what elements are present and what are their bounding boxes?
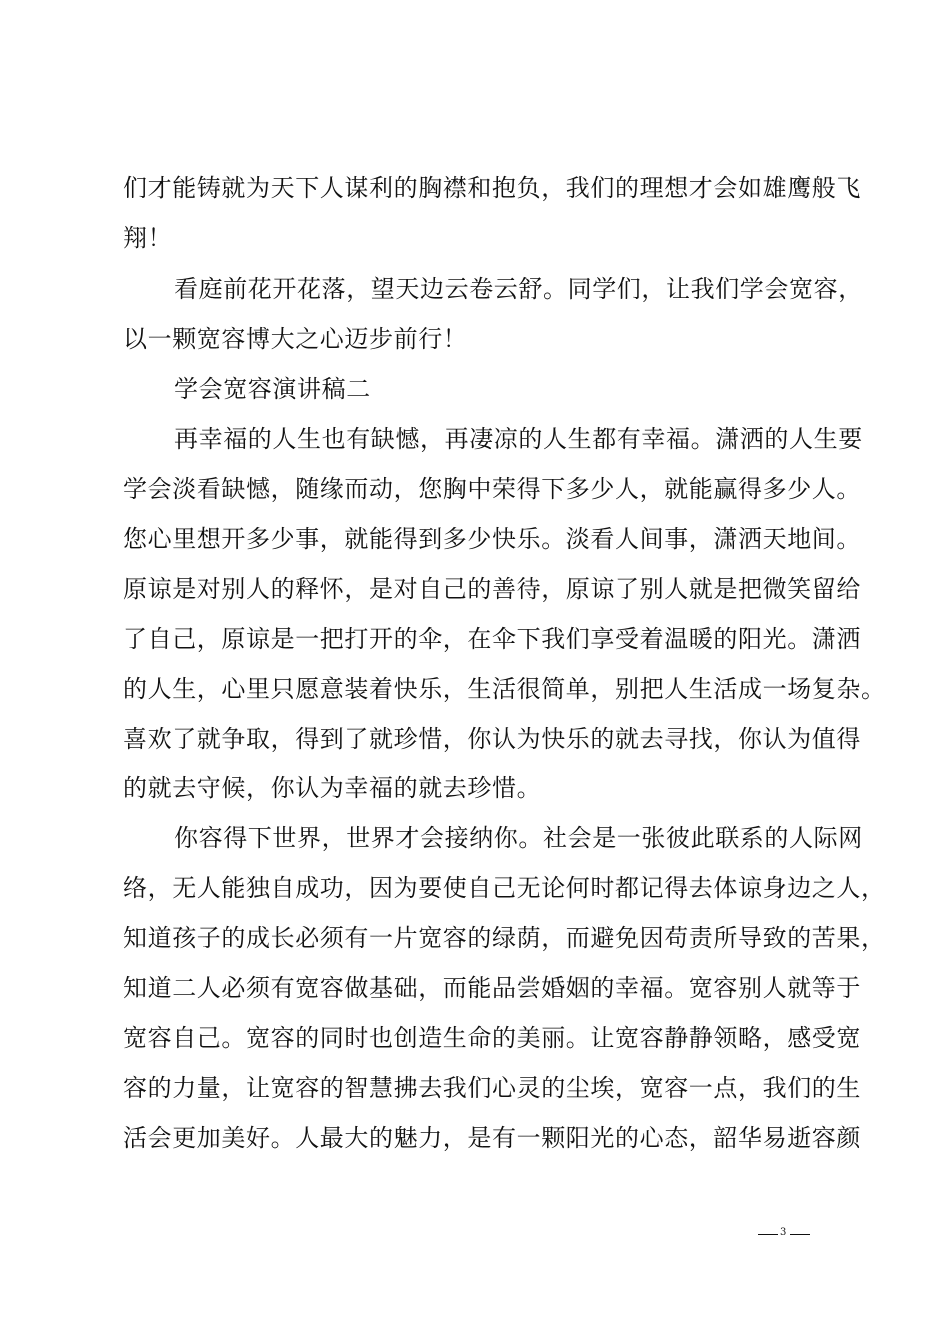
text-line: 活会更加美好。人最大的魅力，是有一颗阳光的心态，韶华易逝容颜	[123, 1124, 861, 1152]
paragraph-start-line: 看庭前花开花落，望天边云卷云舒。同学们，让我们学会宽容，	[174, 275, 863, 303]
text-line: 了自己，原谅是一把打开的伞，在伞下我们享受着温暖的阳光。潇洒	[123, 625, 861, 653]
text-line: 的人生，心里只愿意装着快乐，生活很简单，别把人生活成一场复杂。	[123, 675, 886, 703]
text-line: 您心里想开多少事，就能得到多少快乐。淡看人间事，潇洒天地间。	[123, 525, 861, 553]
text-line: 原谅是对别人的释怀，是对自己的善待，原谅了别人就是把微笑留给	[123, 575, 861, 603]
text-line: 以一颗宽容博大之心迈步前行！	[123, 325, 468, 353]
paragraph-start-line: 你容得下世界，世界才会接纳你。社会是一张彼此联系的人际网	[174, 824, 863, 852]
footer-dash-left	[758, 1234, 778, 1235]
text-line: 们才能铸就为天下人谋利的胸襟和抱负，我们的理想才会如雄鹰般飞	[123, 174, 861, 202]
text-line: 宽容自己。宽容的同时也创造生命的美丽。让宽容静静领略，感受宽	[123, 1024, 861, 1052]
page-footer	[758, 1224, 818, 1244]
text-line: 容的力量，让宽容的智慧拂去我们心灵的尘埃，宽容一点，我们的生	[123, 1074, 861, 1102]
text-line: 喜欢了就争取，得到了就珍惜，你认为快乐的就去寻找，你认为值得	[123, 725, 861, 753]
section-heading: 学会宽容演讲稿二	[174, 375, 371, 403]
text-line: 翔！	[123, 224, 173, 252]
text-line: 的就去守候，你认为幸福的就去珍惜。	[123, 774, 542, 802]
text-line: 学会淡看缺憾，随缘而动，您胸中荣得下多少人，就能赢得多少人。	[123, 475, 861, 503]
text-line: 络，无人能独自成功，因为要使自己无论何时都记得去体谅身边之人，	[123, 874, 886, 902]
footer-dash-right	[790, 1234, 810, 1235]
paragraph-start-line: 再幸福的人生也有缺憾，再凄凉的人生都有幸福。潇洒的人生要	[174, 425, 863, 453]
text-line: 知道孩子的成长必须有一片宽容的绿荫，而避免因苟责所导致的苦果，	[123, 924, 886, 952]
page-number: 3	[780, 1227, 787, 1238]
text-line: 知道二人必须有宽容做基础，而能品尝婚姻的幸福。宽容别人就等于	[123, 974, 861, 1002]
